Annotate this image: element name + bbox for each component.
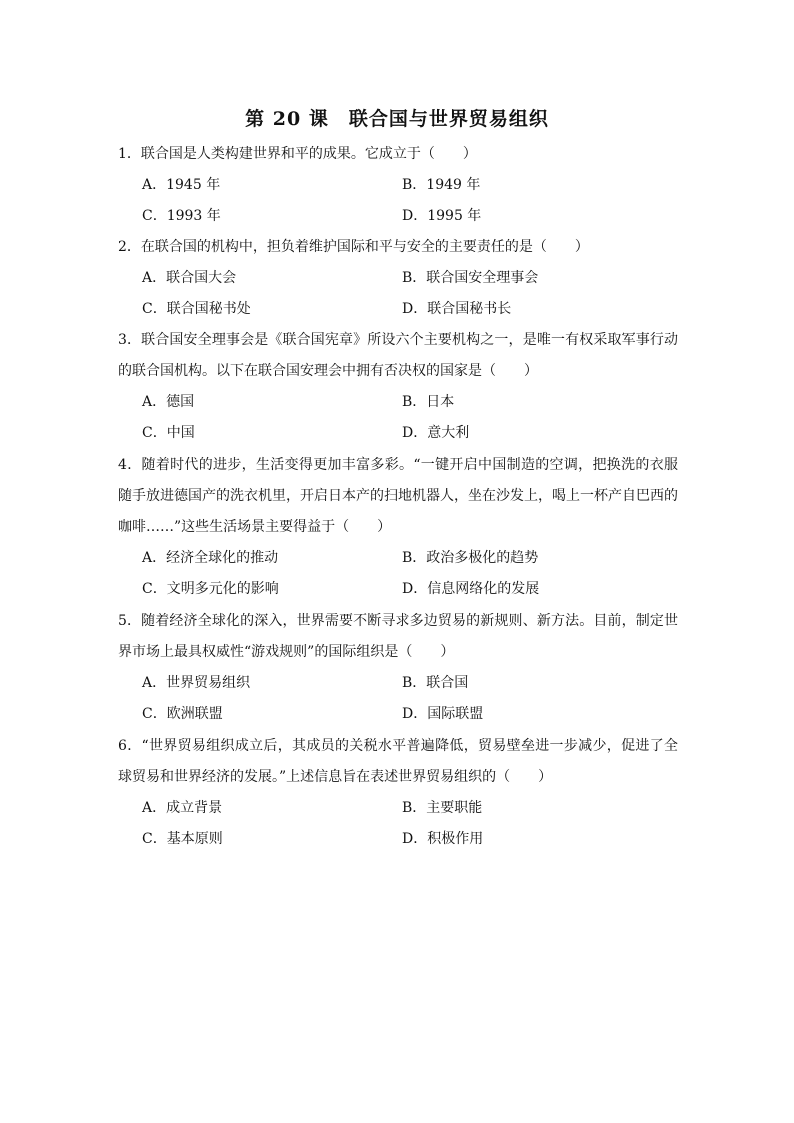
option-a: A．成立背景 xyxy=(142,800,223,816)
options-group xyxy=(118,387,678,449)
option-c: C．联合国秘书处 xyxy=(142,301,251,317)
option-b: B．联合国 xyxy=(402,675,469,691)
options-group xyxy=(118,668,678,730)
question-6 xyxy=(118,731,678,855)
option-a: A．1945 年 xyxy=(142,177,221,193)
question-3 xyxy=(118,325,678,449)
question-stem: 1．联合国是人类构建世界和平的成果。它成立于（ ） xyxy=(118,146,477,162)
option-c: C．基本原则 xyxy=(142,831,223,847)
option-d: D．国际联盟 xyxy=(402,706,484,722)
option-b: B．日本 xyxy=(402,394,455,410)
question-stem: 2．在联合国的机构中，担负着维护国际和平与安全的主要责任的是（ ） xyxy=(118,239,589,255)
option-a: A．经济全球化的推动 xyxy=(142,550,279,566)
option-d: D．联合国秘书长 xyxy=(402,301,512,317)
options-group xyxy=(118,170,678,232)
option-d: D．1995 年 xyxy=(402,208,482,224)
question-4 xyxy=(118,450,678,605)
question-1 xyxy=(118,139,678,232)
question-stem: 4．随着时代的进步，生活变得更加丰富多彩。“一键开启中国制造的空调，把换洗的衣服随手放进德国产的洗衣机里，开启日本产的扫地机器人，坐在沙发上，喝上一杯产自巴西的咖啡……”这些生活场景主要得益于（ ） xyxy=(118,457,678,535)
option-d: D．信息网络化的发展 xyxy=(402,581,540,597)
option-c: C．1993 年 xyxy=(142,208,221,224)
option-c: C．中国 xyxy=(142,425,195,441)
option-a: A．德国 xyxy=(142,394,195,410)
option-b: B．1949 年 xyxy=(402,177,481,193)
option-b: B．政治多极化的趋势 xyxy=(402,550,539,566)
options-group xyxy=(118,263,678,325)
option-d: D．意大利 xyxy=(402,425,470,441)
question-stem: 5．随着经济全球化的深入，世界需要不断寻求多边贸易的新规则、新方法。目前，制定世界市场上最具权威性“游戏规则”的国际组织是（ ） xyxy=(118,613,678,660)
question-stem: 6．“世界贸易组织成立后，其成员的关税水平普遍降低，贸易壁垒进一步减少，促进了全球贸易和世界经济的发展。”上述信息旨在表述世界贸易组织的（ ） xyxy=(118,738,678,785)
question-stem: 3．联合国安全理事会是《联合国宪章》所设六个主要机构之一，是唯一有权采取军事行动的联合国机构。以下在联合国安理会中拥有否决权的国家是（ ） xyxy=(118,332,678,379)
option-b: B．主要职能 xyxy=(402,800,483,816)
question-2 xyxy=(118,232,678,325)
options-group xyxy=(118,543,678,605)
option-a: A．世界贸易组织 xyxy=(142,675,251,691)
option-c: C．文明多元化的影响 xyxy=(142,581,279,597)
options-group xyxy=(118,793,678,855)
option-c: C．欧洲联盟 xyxy=(142,706,223,722)
question-5 xyxy=(118,606,678,730)
option-d: D．积极作用 xyxy=(402,831,484,847)
document-title: 第 20 课 联合国与世界贸易组织 xyxy=(245,108,549,130)
option-a: A．联合国大会 xyxy=(142,270,237,286)
option-b: B．联合国安全理事会 xyxy=(402,270,539,286)
